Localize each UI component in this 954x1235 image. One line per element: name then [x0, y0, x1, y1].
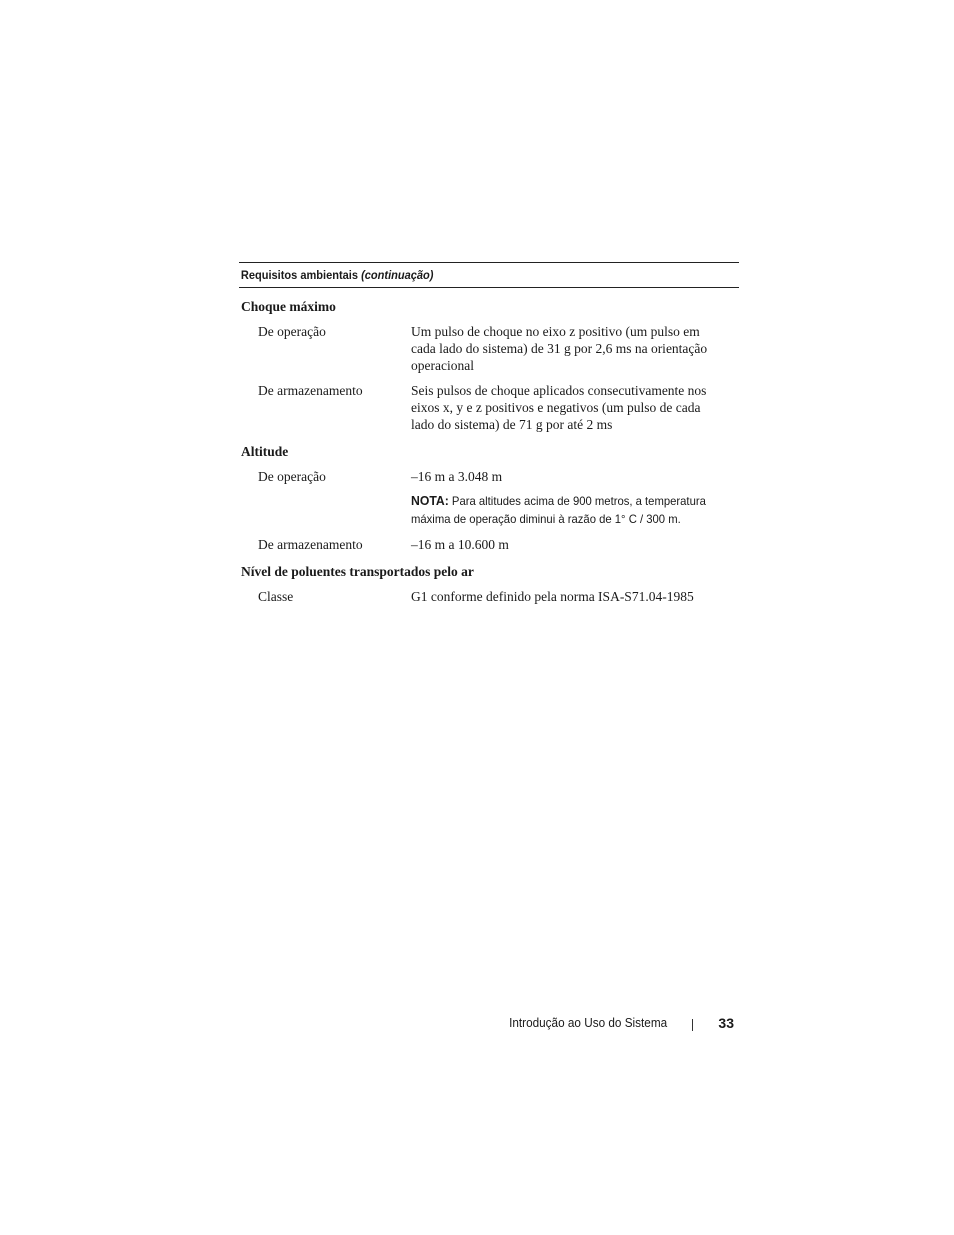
table-header-rule [239, 287, 739, 288]
table-row [239, 382, 739, 433]
table-title [239, 263, 699, 287]
table-row [239, 323, 739, 374]
environmental-requirements-table [239, 262, 739, 605]
page-footer [480, 1015, 736, 1035]
row-value: Seis pulsos de choque aplicados consecutivamente nos eixos x, y e z positivos e negativos (um pulso de cada lado do sistema) de 71 g por até 2 ms [411, 383, 707, 432]
page-number: 33 [718, 1015, 734, 1031]
row-value: G1 conforme definido pela norma ISA-S71.04-1985 [411, 589, 694, 604]
row-value: –16 m a 10.600 m [411, 537, 509, 552]
table-title-continuation: (continuação) [361, 268, 434, 282]
table-row [239, 588, 739, 605]
section-heading-pollutants: Nível de poluentes transportados pelo ar [241, 564, 474, 579]
table-title-text: Requisitos ambientais [240, 268, 359, 282]
table-row [239, 468, 739, 528]
row-value: –16 m a 3.048 m [411, 469, 503, 484]
row-label: De armazenamento [258, 537, 363, 552]
row-value: Um pulso de choque no eixo z positivo (um pulso em cada lado do sistema) de 31 g por 2,6 ms na orientação operacional [411, 324, 708, 373]
footer-separator [692, 1019, 693, 1031]
footer-title: Introdução ao Uso do Sistema [508, 1016, 667, 1030]
table-row [239, 536, 739, 553]
row-value-group [411, 468, 719, 528]
row-label: Classe [258, 589, 294, 604]
note-label: NOTA: [411, 493, 449, 508]
section-heading-altitude: Altitude [241, 444, 289, 459]
note [411, 492, 717, 528]
row-label: De armazenamento [258, 383, 363, 398]
note-text: Para altitudes acima de 900 metros, a temperatura máxima de operação diminui à razão de 1° C / 300 m. [411, 494, 706, 526]
row-label: De operação [258, 324, 326, 339]
row-label: De operação [258, 469, 326, 484]
section-heading-shock: Choque máximo [241, 299, 336, 314]
